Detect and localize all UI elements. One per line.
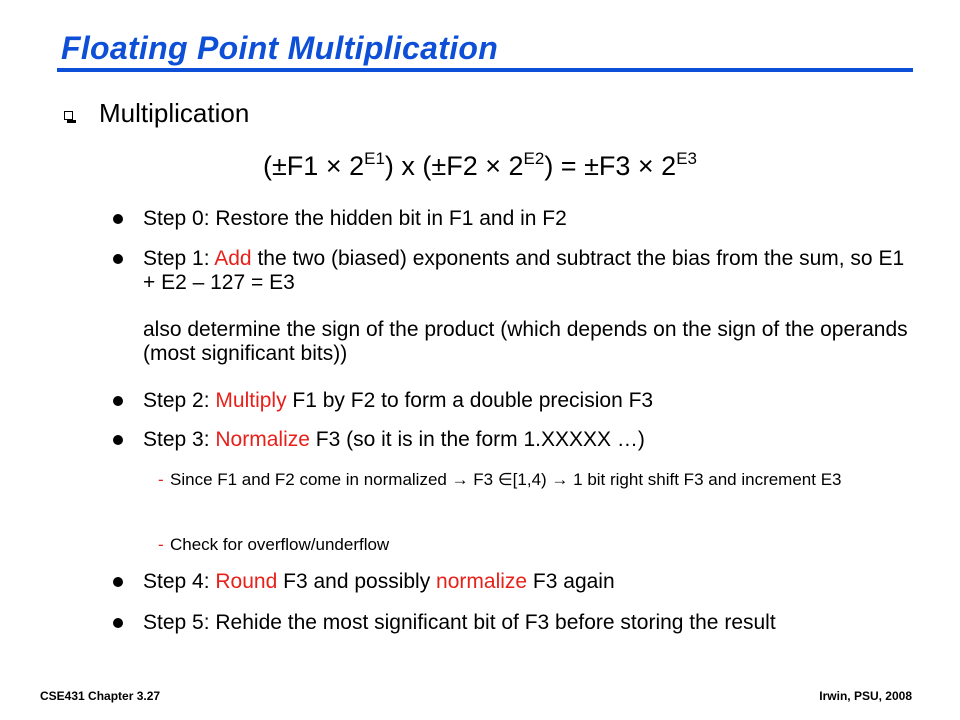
formula-part-1: (±F1 × 2: [263, 151, 365, 181]
formula-exponent-3: E3: [676, 149, 697, 168]
bullet-dot-icon: [113, 254, 123, 264]
step-1: [143, 247, 913, 295]
step-1-keyword: Add: [214, 247, 252, 270]
footer-author: Irwin, PSU, 2008: [819, 689, 912, 703]
step-1-text: the two (biased) exponents and subtract the bias from the sum, so E1 + E2 – 127 = E3: [143, 247, 905, 294]
step-4: [143, 570, 913, 594]
bullet-dot-icon: [113, 396, 123, 406]
formula-part-2: ) x (±F2 × 2: [384, 151, 524, 181]
substep-normalize-shift: [158, 470, 915, 490]
square-bullet-icon: [64, 111, 73, 120]
bullet-dot-icon: [113, 577, 123, 587]
step-3-keyword: Normalize: [215, 428, 310, 451]
step-2: [143, 389, 913, 413]
step-3-text: F3 (so it is in the form 1.XXXXX …): [309, 428, 645, 451]
step-2-prefix: Step 2:: [143, 389, 216, 412]
multiplication-formula: [0, 150, 960, 182]
step-0: [143, 207, 913, 231]
step-4-keyword-normalize: normalize: [436, 570, 528, 593]
bullet-dot-icon: [113, 214, 123, 224]
step-2-keyword: Multiply: [215, 389, 287, 412]
step-1-note: [143, 318, 913, 366]
footer-chapter: CSE431 Chapter 3.27: [40, 689, 161, 703]
formula-exponent-1: E1: [364, 149, 385, 168]
substep-overflow-text: Check for overflow/underflow: [170, 535, 390, 554]
substep-normalize-shift-text: Since F1 and F2 come in normalized → F3 ∈[1,4) → 1 bit right shift F3 and increment E3: [170, 470, 842, 489]
title-underline: [57, 68, 913, 72]
step-5: [143, 611, 913, 635]
step-2-text: F1 by F2 to form a double precision F3: [286, 389, 654, 412]
step-4-text: F3 again: [527, 570, 615, 593]
heading-text: Multiplication: [99, 98, 250, 128]
heading-multiplication: [64, 98, 249, 129]
step-0-text: Step 0: Restore the hidden bit in F1 and in F2: [143, 207, 567, 230]
step-3: [143, 428, 913, 452]
step-4-keyword-round: Round: [215, 570, 278, 593]
bullet-dot-icon: [113, 435, 123, 445]
bullet-dot-icon: [113, 618, 123, 628]
slide-title: Floating Point Multiplication: [61, 30, 499, 66]
step-4-middle: F3 and possibly: [277, 570, 437, 593]
step-3-prefix: Step 3:: [143, 428, 216, 451]
dash-bullet: -: [158, 535, 164, 554]
substep-overflow: [158, 535, 915, 555]
step-1-note-text: also determine the sign of the product (which depends on the sign of the operands (most significant bits)): [143, 318, 908, 365]
step-5-text: Step 5: Rehide the most significant bit of F3 before storing the result: [143, 611, 776, 634]
step-1-prefix: Step 1:: [143, 247, 215, 270]
formula-exponent-2: E2: [523, 149, 545, 168]
step-4-prefix: Step 4:: [143, 570, 216, 593]
formula-part-3: ) = ±F3 × 2: [544, 151, 677, 181]
dash-bullet: -: [158, 470, 164, 489]
